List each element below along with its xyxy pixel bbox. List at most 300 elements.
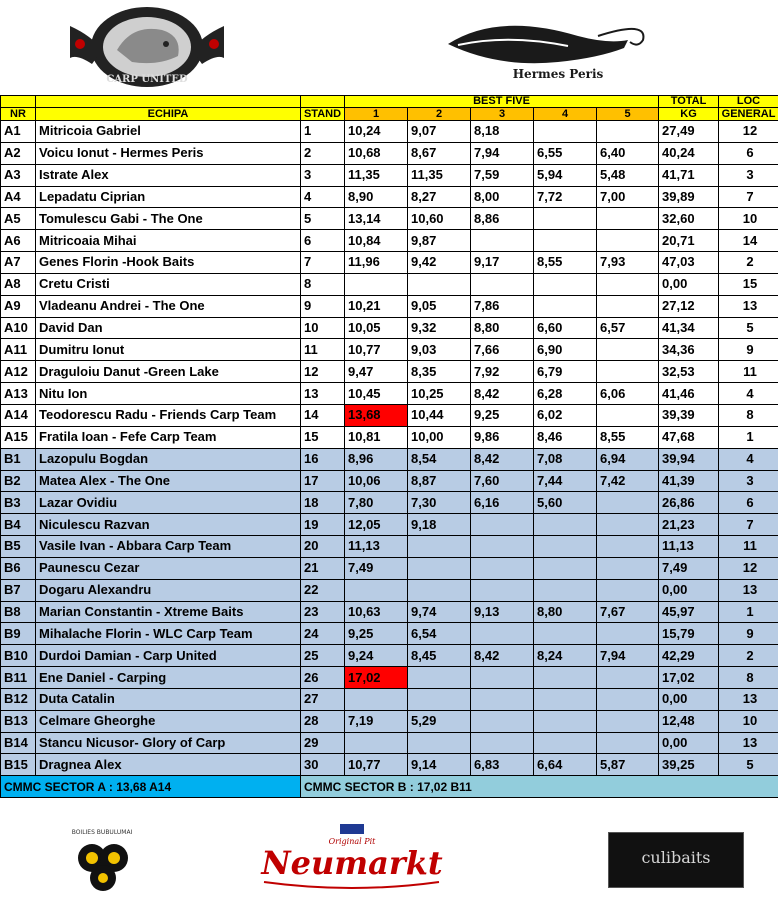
table-row — [1, 252, 778, 274]
weight-cell: 10,68 — [345, 142, 408, 164]
weight-cell: 8,80 — [471, 317, 534, 339]
loc-cell: 3 — [719, 470, 778, 492]
echipa-header: ECHIPA — [36, 108, 301, 121]
loc-cell: 13 — [719, 295, 778, 317]
weight-cell — [345, 273, 408, 295]
total-cell: 26,86 — [659, 492, 719, 514]
col-1-header: 1 — [345, 108, 408, 121]
loc-cell: 5 — [719, 317, 778, 339]
weight-cell — [345, 688, 408, 710]
table-row — [1, 645, 778, 667]
weight-cell: 7,30 — [408, 492, 471, 514]
bubulumai-logo — [52, 826, 152, 898]
col-5-header: 5 — [597, 108, 659, 121]
nr-cell: B1 — [1, 448, 36, 470]
stand-cell: 23 — [301, 601, 345, 623]
weight-cell: 6,02 — [534, 404, 597, 426]
nr-cell: B15 — [1, 754, 36, 776]
total-cell: 39,39 — [659, 404, 719, 426]
culibaits-text: culibaits — [641, 848, 711, 867]
team-cell: Mitricoia Gabriel — [36, 121, 301, 143]
col-3-header: 3 — [471, 108, 534, 121]
loc-cell: 8 — [719, 404, 778, 426]
weight-cell — [534, 710, 597, 732]
neumarkt-logo — [254, 824, 449, 894]
weight-cell: 7,94 — [471, 142, 534, 164]
weight-cell: 9,32 — [408, 317, 471, 339]
weight-cell: 9,13 — [471, 601, 534, 623]
table-row — [1, 536, 778, 558]
stand-cell: 28 — [301, 710, 345, 732]
stand-cell: 11 — [301, 339, 345, 361]
weight-cell — [597, 339, 659, 361]
weight-cell: 8,35 — [408, 361, 471, 383]
weight-cell: 9,03 — [408, 339, 471, 361]
weight-cell: 10,44 — [408, 404, 471, 426]
table-row — [1, 557, 778, 579]
carp-united-logo — [62, 6, 232, 88]
weight-cell: 6,90 — [534, 339, 597, 361]
weight-cell: 7,80 — [345, 492, 408, 514]
nr-cell: A8 — [1, 273, 36, 295]
stand-cell: 20 — [301, 536, 345, 558]
weight-cell — [408, 536, 471, 558]
team-cell: Istrate Alex — [36, 164, 301, 186]
table-row — [1, 623, 778, 645]
total-cell: 41,34 — [659, 317, 719, 339]
stand-cell: 13 — [301, 383, 345, 405]
weight-cell: 12,05 — [345, 514, 408, 536]
stand-cell: 21 — [301, 557, 345, 579]
weight-cell: 8,86 — [471, 208, 534, 230]
weight-cell: 8,42 — [471, 448, 534, 470]
weight-cell: 8,55 — [597, 426, 659, 448]
team-cell: Fratila Ioan - Fefe Carp Team — [36, 426, 301, 448]
results-table — [0, 95, 778, 798]
nr-cell: B14 — [1, 732, 36, 754]
weight-cell: 10,21 — [345, 295, 408, 317]
nr-cell: A14 — [1, 404, 36, 426]
loc-cell: 13 — [719, 688, 778, 710]
table-row — [1, 426, 778, 448]
nr-cell: B13 — [1, 710, 36, 732]
total-cell: 41,39 — [659, 470, 719, 492]
stand-cell: 9 — [301, 295, 345, 317]
table-row — [1, 121, 778, 143]
table-row — [1, 164, 778, 186]
team-cell: Lepadatu Ciprian — [36, 186, 301, 208]
loc-cell: 1 — [719, 601, 778, 623]
header-row-2 — [1, 108, 778, 121]
nr-cell: B11 — [1, 667, 36, 689]
weight-cell — [597, 667, 659, 689]
table-row — [1, 492, 778, 514]
weight-cell: 7,08 — [534, 448, 597, 470]
total-cell: 39,89 — [659, 186, 719, 208]
table-row — [1, 579, 778, 601]
total-cell: 27,49 — [659, 121, 719, 143]
weight-cell — [597, 295, 659, 317]
weight-cell: 11,35 — [345, 164, 408, 186]
nr-cell: A13 — [1, 383, 36, 405]
total-cell: 47,68 — [659, 426, 719, 448]
weight-cell: 7,00 — [597, 186, 659, 208]
bubulumai-text: BOILIES BUBULUMAI — [71, 829, 133, 836]
weight-cell: 10,06 — [345, 470, 408, 492]
weight-cell: 9,07 — [408, 121, 471, 143]
team-cell: Draguloiu Danut -Green Lake — [36, 361, 301, 383]
weight-cell: 8,46 — [534, 426, 597, 448]
weight-cell: 6,06 — [597, 383, 659, 405]
weight-cell — [597, 361, 659, 383]
loc-cell: 12 — [719, 121, 778, 143]
weight-cell — [597, 514, 659, 536]
weight-cell — [597, 492, 659, 514]
weight-cell — [534, 732, 597, 754]
weight-cell — [597, 579, 659, 601]
total-cell: 21,23 — [659, 514, 719, 536]
total-cell: 27,12 — [659, 295, 719, 317]
weight-cell — [408, 557, 471, 579]
nr-cell: B4 — [1, 514, 36, 536]
weight-cell: 6,57 — [597, 317, 659, 339]
stand-cell: 18 — [301, 492, 345, 514]
weight-cell — [597, 273, 659, 295]
total-cell: 42,29 — [659, 645, 719, 667]
loc-header-top: LOC — [719, 96, 778, 108]
total-header-bottom: KG — [659, 108, 719, 121]
weight-cell: 6,60 — [534, 317, 597, 339]
total-cell: 0,00 — [659, 688, 719, 710]
weight-cell: 7,93 — [597, 252, 659, 274]
total-cell: 32,53 — [659, 361, 719, 383]
total-cell: 11,13 — [659, 536, 719, 558]
weight-cell — [534, 579, 597, 601]
loc-cell: 11 — [719, 361, 778, 383]
weight-cell: 6,94 — [597, 448, 659, 470]
weight-cell — [534, 121, 597, 143]
neumarkt-subtext: Original Pit — [328, 837, 376, 846]
stand-cell: 25 — [301, 645, 345, 667]
loc-cell: 4 — [719, 448, 778, 470]
total-cell: 12,48 — [659, 710, 719, 732]
stand-cell: 27 — [301, 688, 345, 710]
weight-cell — [471, 732, 534, 754]
team-cell: Vasile Ivan - Abbara Carp Team — [36, 536, 301, 558]
table-row — [1, 448, 778, 470]
sector-b-best-catch: CMMC SECTOR B : 17,02 B11 — [301, 776, 778, 798]
loc-cell: 2 — [719, 645, 778, 667]
loc-cell: 3 — [719, 164, 778, 186]
nr-cell: B9 — [1, 623, 36, 645]
team-cell: Cretu Cristi — [36, 273, 301, 295]
weight-cell: 10,60 — [408, 208, 471, 230]
weight-cell — [534, 295, 597, 317]
team-cell: Dogaru Alexandru — [36, 579, 301, 601]
total-cell: 32,60 — [659, 208, 719, 230]
weight-cell: 11,13 — [345, 536, 408, 558]
weight-cell — [471, 667, 534, 689]
weight-cell — [534, 557, 597, 579]
stand-cell: 1 — [301, 121, 345, 143]
col-2-header: 2 — [408, 108, 471, 121]
table-row — [1, 667, 778, 689]
table-row — [1, 208, 778, 230]
stand-cell: 16 — [301, 448, 345, 470]
weight-cell: 5,48 — [597, 164, 659, 186]
total-cell: 20,71 — [659, 230, 719, 252]
weight-cell — [534, 230, 597, 252]
loc-cell: 13 — [719, 579, 778, 601]
weight-cell — [408, 579, 471, 601]
nr-cell: A7 — [1, 252, 36, 274]
team-cell: Nitu Ion — [36, 383, 301, 405]
table-row — [1, 514, 778, 536]
weight-cell — [597, 732, 659, 754]
weight-cell: 13,14 — [345, 208, 408, 230]
nr-cell: A12 — [1, 361, 36, 383]
weight-cell: 7,19 — [345, 710, 408, 732]
weight-cell: 6,83 — [471, 754, 534, 776]
loc-header-bottom: GENERAL — [719, 108, 778, 121]
culibaits-logo — [608, 832, 744, 888]
total-cell: 41,46 — [659, 383, 719, 405]
weight-cell: 9,47 — [345, 361, 408, 383]
weight-cell — [534, 667, 597, 689]
team-cell: Paunescu Cezar — [36, 557, 301, 579]
weight-cell: 5,29 — [408, 710, 471, 732]
weight-cell — [534, 208, 597, 230]
total-cell: 7,49 — [659, 557, 719, 579]
weight-cell: 9,86 — [471, 426, 534, 448]
total-cell: 17,02 — [659, 667, 719, 689]
nr-cell: A6 — [1, 230, 36, 252]
stand-cell: 10 — [301, 317, 345, 339]
weight-cell — [471, 273, 534, 295]
loc-cell: 2 — [719, 252, 778, 274]
team-cell: Voicu Ionut - Hermes Peris — [36, 142, 301, 164]
weight-cell — [597, 710, 659, 732]
bottom-logos — [0, 820, 778, 903]
stand-cell: 19 — [301, 514, 345, 536]
table-row — [1, 710, 778, 732]
total-cell: 41,71 — [659, 164, 719, 186]
stand-cell: 17 — [301, 470, 345, 492]
nr-cell: A15 — [1, 426, 36, 448]
weight-cell: 10,63 — [345, 601, 408, 623]
loc-cell: 13 — [719, 732, 778, 754]
weight-cell: 8,80 — [534, 601, 597, 623]
loc-cell: 15 — [719, 273, 778, 295]
weight-cell: 7,86 — [471, 295, 534, 317]
weight-cell: 9,18 — [408, 514, 471, 536]
weight-cell: 10,81 — [345, 426, 408, 448]
table-row — [1, 383, 778, 405]
weight-cell — [471, 536, 534, 558]
weight-cell — [597, 557, 659, 579]
weight-cell — [597, 688, 659, 710]
hermes-peris-text: Hermes Peris — [512, 67, 604, 81]
total-cell: 34,36 — [659, 339, 719, 361]
stand-cell: 7 — [301, 252, 345, 274]
team-cell: Genes Florin -Hook Baits — [36, 252, 301, 274]
weight-cell: 7,66 — [471, 339, 534, 361]
weight-cell: 9,25 — [471, 404, 534, 426]
table-row — [1, 732, 778, 754]
weight-cell: 10,45 — [345, 383, 408, 405]
team-cell: Ene Daniel - Carping — [36, 667, 301, 689]
nr-cell: A11 — [1, 339, 36, 361]
weight-cell: 6,64 — [534, 754, 597, 776]
weight-cell: 9,74 — [408, 601, 471, 623]
stand-cell: 3 — [301, 164, 345, 186]
weight-cell: 9,25 — [345, 623, 408, 645]
nr-cell: B8 — [1, 601, 36, 623]
loc-cell: 1 — [719, 426, 778, 448]
team-cell: Niculescu Razvan — [36, 514, 301, 536]
nr-cell: A4 — [1, 186, 36, 208]
top-logos — [0, 0, 778, 94]
nr-cell: B2 — [1, 470, 36, 492]
stand-cell: 15 — [301, 426, 345, 448]
total-cell: 0,00 — [659, 273, 719, 295]
weight-cell: 8,42 — [471, 645, 534, 667]
table-row — [1, 754, 778, 776]
weight-cell — [471, 710, 534, 732]
weight-cell: 7,44 — [534, 470, 597, 492]
loc-cell: 9 — [719, 623, 778, 645]
team-cell: Dragnea Alex — [36, 754, 301, 776]
hermes-peris-logo — [438, 14, 658, 84]
weight-cell: 6,40 — [597, 142, 659, 164]
stand-cell: 2 — [301, 142, 345, 164]
weight-cell: 8,87 — [408, 470, 471, 492]
weight-cell: 6,79 — [534, 361, 597, 383]
nr-cell: B6 — [1, 557, 36, 579]
weight-cell — [597, 536, 659, 558]
stand-cell: 12 — [301, 361, 345, 383]
table-row — [1, 601, 778, 623]
weight-cell: 9,14 — [408, 754, 471, 776]
stand-cell: 4 — [301, 186, 345, 208]
stand-cell: 26 — [301, 667, 345, 689]
weight-cell — [534, 514, 597, 536]
total-cell: 15,79 — [659, 623, 719, 645]
weight-cell: 6,54 — [408, 623, 471, 645]
weight-cell: 7,59 — [471, 164, 534, 186]
stand-cell: 30 — [301, 754, 345, 776]
nr-cell: B7 — [1, 579, 36, 601]
weight-cell — [597, 121, 659, 143]
header-row-1 — [1, 96, 778, 108]
weight-cell — [597, 404, 659, 426]
team-cell: Vladeanu Andrei - The One — [36, 295, 301, 317]
weight-cell: 11,96 — [345, 252, 408, 274]
weight-cell: 6,16 — [471, 492, 534, 514]
weight-cell — [345, 579, 408, 601]
loc-cell: 7 — [719, 514, 778, 536]
weight-cell — [534, 623, 597, 645]
stand-cell: 8 — [301, 273, 345, 295]
stand-cell: 22 — [301, 579, 345, 601]
table-row — [1, 186, 778, 208]
weight-cell — [597, 230, 659, 252]
weight-cell — [408, 667, 471, 689]
loc-cell: 12 — [719, 557, 778, 579]
loc-cell: 6 — [719, 142, 778, 164]
team-cell: Celmare Gheorghe — [36, 710, 301, 732]
table-row — [1, 142, 778, 164]
team-cell: Mitricoaia Mihai — [36, 230, 301, 252]
carp-united-text: CARP UNITED — [106, 74, 188, 85]
table-row — [1, 470, 778, 492]
weight-cell: 8,18 — [471, 121, 534, 143]
stand-header: STAND — [301, 108, 345, 121]
table-row — [1, 317, 778, 339]
team-cell: Teodorescu Radu - Friends Carp Team — [36, 404, 301, 426]
weight-cell: 5,87 — [597, 754, 659, 776]
weight-cell — [408, 732, 471, 754]
weight-cell: 8,27 — [408, 186, 471, 208]
weight-cell — [597, 623, 659, 645]
nr-cell: A2 — [1, 142, 36, 164]
weight-cell: 17,02 — [345, 667, 408, 689]
weight-cell — [534, 273, 597, 295]
table-row — [1, 361, 778, 383]
loc-cell: 14 — [719, 230, 778, 252]
weight-cell: 9,87 — [408, 230, 471, 252]
table-row — [1, 339, 778, 361]
weight-cell: 8,55 — [534, 252, 597, 274]
weight-cell: 10,77 — [345, 339, 408, 361]
total-cell: 47,03 — [659, 252, 719, 274]
stand-cell: 14 — [301, 404, 345, 426]
weight-cell: 9,17 — [471, 252, 534, 274]
stand-cell: 5 — [301, 208, 345, 230]
total-cell: 39,94 — [659, 448, 719, 470]
weight-cell — [471, 623, 534, 645]
nr-cell: A5 — [1, 208, 36, 230]
table-row — [1, 404, 778, 426]
weight-cell — [534, 536, 597, 558]
stand-cell: 29 — [301, 732, 345, 754]
total-header-top: TOTAL — [659, 96, 719, 108]
weight-cell — [345, 732, 408, 754]
loc-cell: 9 — [719, 339, 778, 361]
weight-cell — [471, 230, 534, 252]
team-cell: Duta Catalin — [36, 688, 301, 710]
table-row — [1, 688, 778, 710]
nr-cell: A1 — [1, 121, 36, 143]
nr-cell: B5 — [1, 536, 36, 558]
team-cell: Marian Constantin - Xtreme Baits — [36, 601, 301, 623]
loc-cell: 6 — [719, 492, 778, 514]
weight-cell: 8,45 — [408, 645, 471, 667]
weight-cell: 7,67 — [597, 601, 659, 623]
weight-cell: 5,94 — [534, 164, 597, 186]
weight-cell — [408, 273, 471, 295]
weight-cell: 7,94 — [597, 645, 659, 667]
weight-cell: 9,42 — [408, 252, 471, 274]
total-cell: 39,25 — [659, 754, 719, 776]
neumarkt-text: Neumarkt — [261, 844, 443, 882]
weight-cell: 10,05 — [345, 317, 408, 339]
weight-cell — [471, 557, 534, 579]
loc-cell: 4 — [719, 383, 778, 405]
weight-cell: 10,25 — [408, 383, 471, 405]
weight-cell: 7,72 — [534, 186, 597, 208]
weight-cell: 7,60 — [471, 470, 534, 492]
